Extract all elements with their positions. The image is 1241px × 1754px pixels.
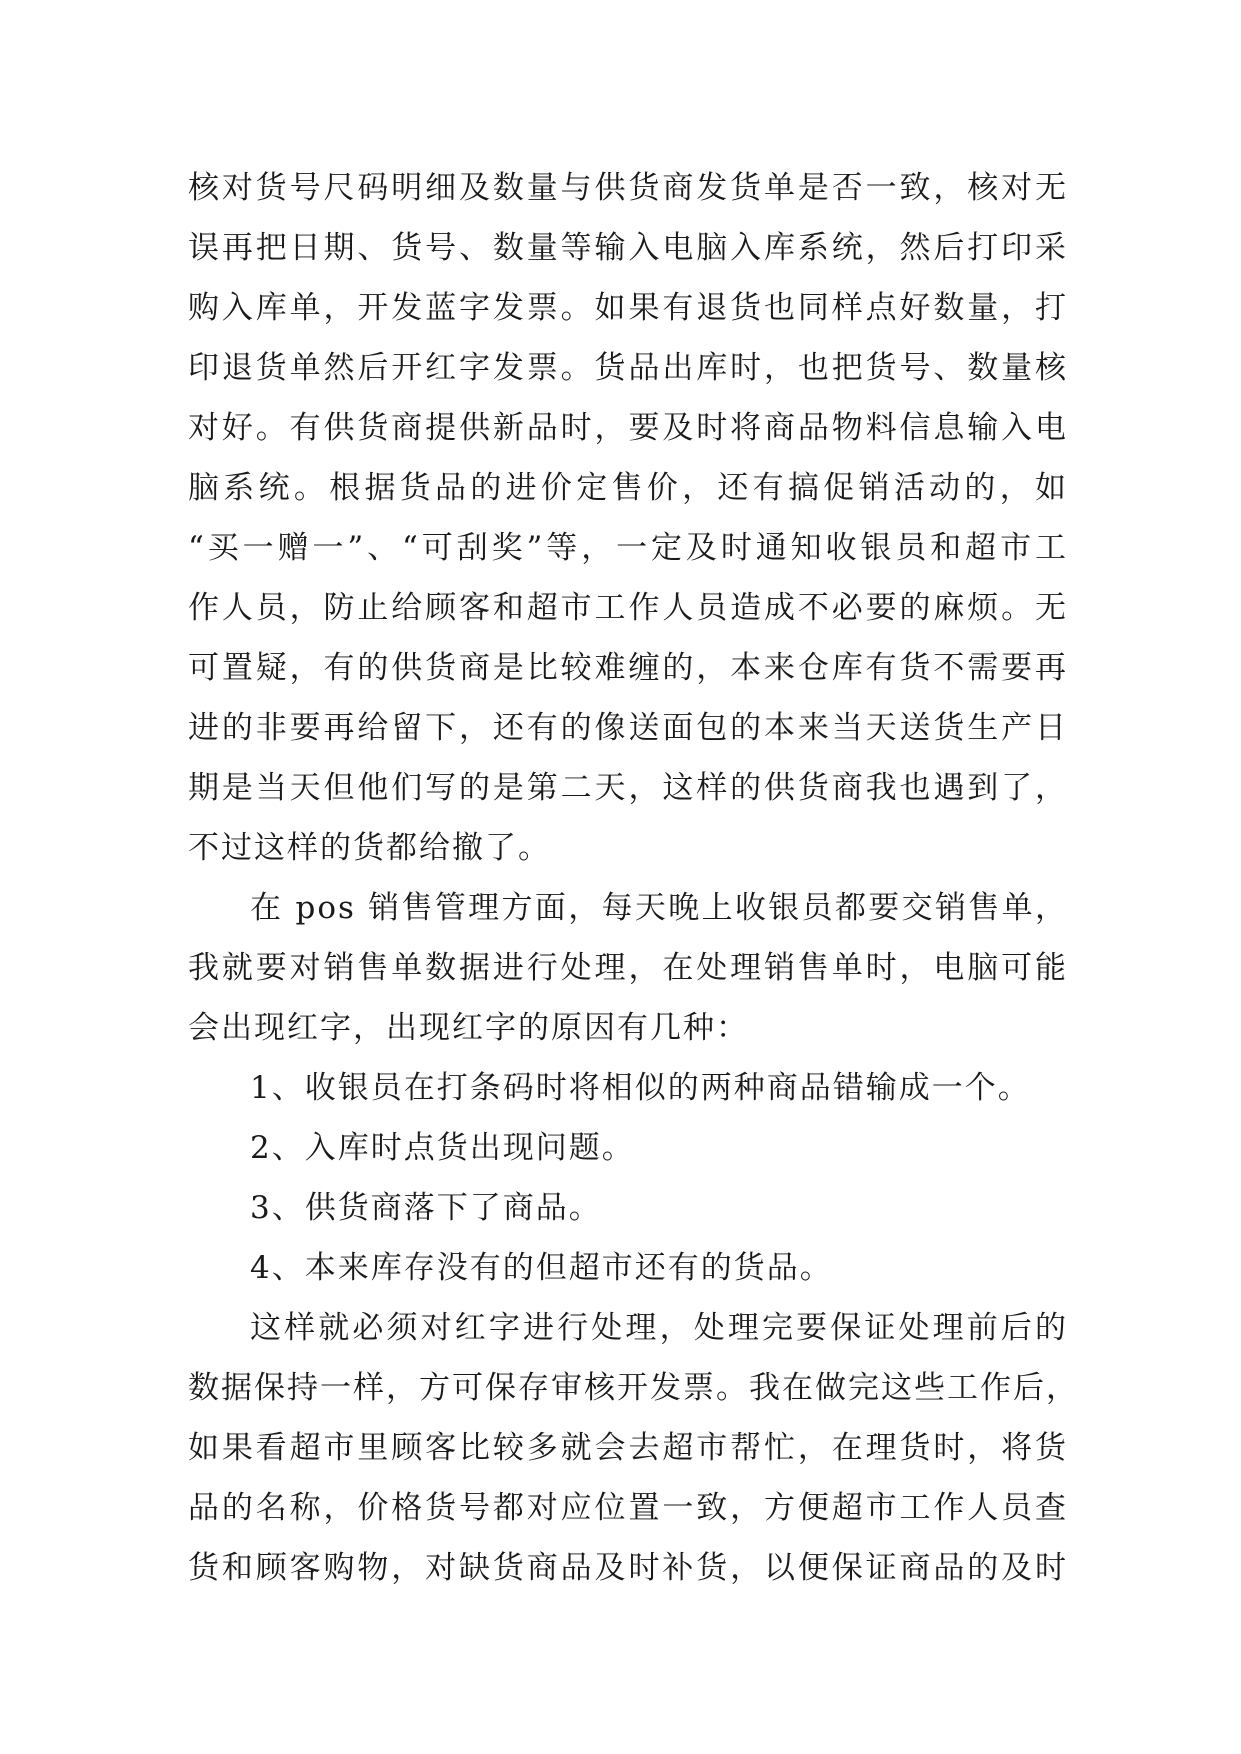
text-line: 品的名称，价格货号都对应位置一致，方便超市工作人员查 xyxy=(188,1490,1068,1526)
text-line: 误再把日期、货号、数量等输入电脑入库系统，然后打印采 xyxy=(188,230,1068,266)
text-line: 数据保持一样，方可保存审核开发票。我在做完这些工作后， xyxy=(188,1370,1079,1406)
text-line: “买一赠一”、“可刮奖”等，一定及时通知收银员和超市工 xyxy=(188,530,1068,566)
paragraph-first-line: 这样就必须对红字进行处理，处理完要保证处理前后的 xyxy=(250,1310,1068,1346)
text-line: 作人员，防止给顾客和超市工作人员造成不必要的麻烦。无 xyxy=(188,590,1068,626)
list-item: 2、入库时点货出现问题。 xyxy=(250,1130,635,1166)
text-line: 购入库单，开发蓝字发票。如果有退货也同样点好数量，打 xyxy=(188,290,1068,326)
text-line: 会出现红字，出现红字的原因有几种： xyxy=(188,1010,749,1046)
list-item: 1、收银员在打条码时将相似的两种商品错输成一个。 xyxy=(250,1070,1031,1106)
text-line: 脑系统。根据货品的进价定售价，还有搞促销活动的，如 xyxy=(188,470,1068,506)
text-line: 核对货号尺码明细及数量与供货商发货单是否一致，核对无 xyxy=(188,170,1068,206)
text-line: 货和顾客购物，对缺货商品及时补货，以便保证商品的及时 xyxy=(188,1550,1068,1586)
text-line: 印退货单然后开红字发票。货品出库时，也把货号、数量核 xyxy=(188,350,1068,386)
text-line: 我就要对销售单数据进行处理，在处理销售单时，电脑可能 xyxy=(188,950,1068,986)
list-item: 3、供货商落下了商品。 xyxy=(250,1190,602,1226)
list-item: 4、本来库存没有的但超市还有的货品。 xyxy=(250,1250,833,1286)
paragraph-first-line: 在 pos 销售管理方面，每天晚上收银员都要交销售单， xyxy=(250,890,1068,926)
text-line: 可置疑，有的供货商是比较难缠的，本来仓库有货不需要再 xyxy=(188,650,1068,686)
text-line: 对好。有供货商提供新品时，要及时将商品物料信息输入电 xyxy=(188,410,1068,446)
text-line: 如果看超市里顾客比较多就会去超市帮忙，在理货时，将货 xyxy=(188,1430,1068,1466)
text-line: 不过这样的货都给撤了。 xyxy=(188,830,551,866)
document-body xyxy=(188,158,1079,1598)
text-line: 期是当天但他们写的是第二天，这样的供货商我也遇到了， xyxy=(188,770,1068,806)
text-line: 进的非要再给留下，还有的像送面包的本来当天送货生产日 xyxy=(188,710,1068,746)
